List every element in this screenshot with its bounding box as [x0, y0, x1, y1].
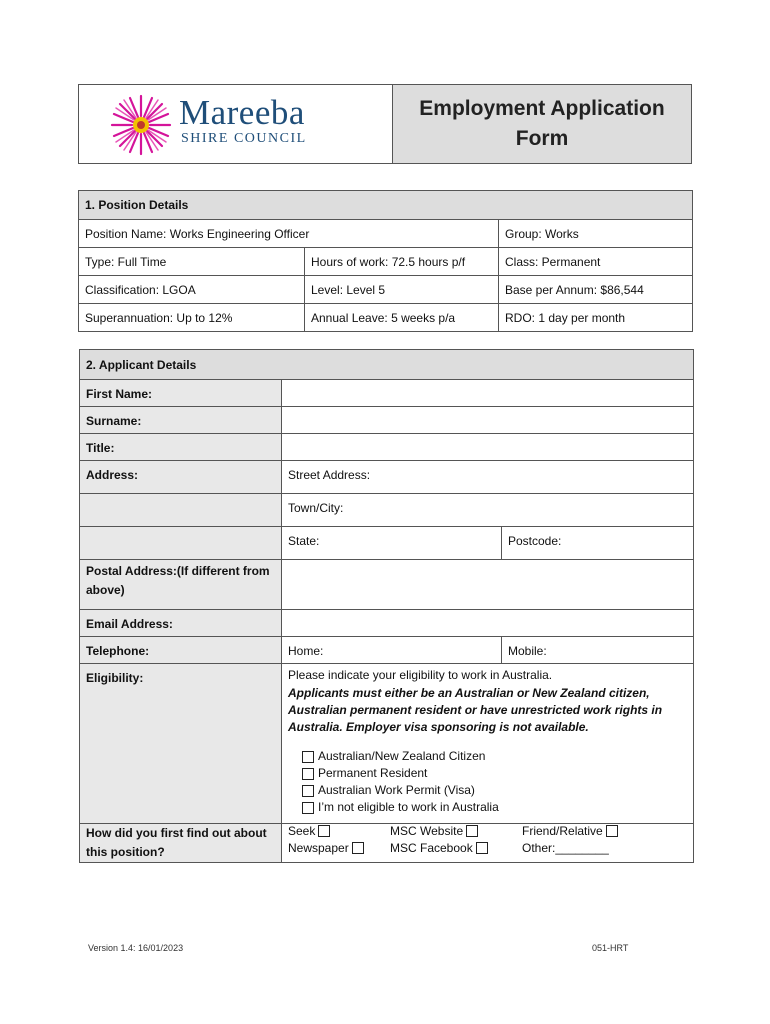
email-field[interactable] — [282, 610, 694, 637]
logo-subtitle: SHIRE COUNCIL — [181, 131, 307, 146]
option-label: I’m not eligible to work in Australia — [318, 800, 499, 814]
eligibility-cell — [282, 664, 694, 824]
version-text: Version 1.4: 16/01/2023 — [88, 943, 184, 953]
position-level: Level: Level 5 — [305, 276, 499, 304]
state-field[interactable] — [282, 527, 502, 560]
option-label: Friend/Relative — [522, 824, 603, 838]
address-label-blank — [80, 494, 282, 527]
source-msc-website[interactable] — [390, 824, 522, 838]
checkbox[interactable] — [302, 785, 314, 797]
checkbox[interactable] — [302, 802, 314, 814]
first-name-field[interactable] — [282, 380, 694, 407]
checkbox[interactable] — [302, 768, 314, 780]
checkbox[interactable] — [318, 825, 330, 837]
source-cell — [282, 824, 694, 863]
eligibility-option[interactable] — [302, 799, 687, 816]
street-address-label: Street Address: — [288, 468, 371, 482]
position-annual-leave: Annual Leave: 5 weeks p/a — [305, 304, 499, 332]
option-label: Seek — [288, 824, 316, 838]
option-label: MSC Website — [390, 824, 464, 838]
position-class: Class: Permanent — [499, 248, 693, 276]
eligibility-option[interactable] — [302, 765, 687, 782]
checkbox[interactable] — [466, 825, 478, 837]
eligibility-note: Applicants must either be an Australian or New Zealand citizen, Australian permanent resident or have unrestricted work rights in Australia. Employer visa sponsoring is not available. — [288, 686, 663, 734]
town-label: Town/City: — [288, 501, 344, 515]
postal-address-field[interactable] — [282, 560, 694, 610]
town-field[interactable] — [282, 494, 694, 527]
source-newspaper[interactable] — [288, 841, 390, 855]
state-label: State: — [288, 534, 320, 548]
source-label: How did you first find out about this position? — [80, 824, 282, 863]
form-header — [78, 84, 692, 164]
eligibility-intro: Please indicate your eligibility to work in Australia. — [288, 668, 553, 682]
email-label: Email Address: — [80, 610, 282, 637]
logo — [79, 85, 393, 163]
option-label: MSC Facebook — [390, 841, 473, 855]
applicant-details-table — [79, 349, 694, 863]
checkbox[interactable] — [606, 825, 618, 837]
source-seek[interactable] — [288, 824, 390, 838]
title-cell — [393, 85, 691, 163]
flower-logo-icon — [109, 93, 173, 157]
position-group: Group: Works — [499, 220, 693, 248]
address-label-blank — [80, 527, 282, 560]
checkbox[interactable] — [302, 751, 314, 763]
position-hours: Hours of work: 72.5 hours p/f — [305, 248, 499, 276]
position-type: Type: Full Time — [79, 248, 305, 276]
telephone-label: Telephone: — [80, 637, 282, 664]
position-classification: Classification: LGOA — [79, 276, 305, 304]
first-name-label: First Name: — [80, 380, 282, 407]
checkbox[interactable] — [352, 842, 364, 854]
form-title: Employment Application Form — [419, 97, 665, 150]
position-superannuation: Superannuation: Up to 12% — [79, 304, 305, 332]
eligibility-options — [302, 748, 687, 816]
street-address-field[interactable] — [282, 461, 694, 494]
eligibility-option[interactable] — [302, 748, 687, 765]
source-msc-facebook[interactable] — [390, 841, 522, 855]
mobile-phone-field[interactable] — [502, 637, 694, 664]
home-phone-field[interactable] — [282, 637, 502, 664]
form-code: 051-HRT — [592, 943, 629, 953]
surname-label: Surname: — [80, 407, 282, 434]
logo-name: Mareeba — [179, 93, 305, 132]
postal-address-label: Postal Address:(If different from above) — [80, 560, 282, 610]
option-label: Australian Work Permit (Visa) — [318, 783, 475, 797]
source-friend[interactable] — [522, 824, 632, 838]
home-phone-label: Home: — [288, 644, 324, 658]
checkbox[interactable] — [476, 842, 488, 854]
postcode-field[interactable] — [502, 527, 694, 560]
section-heading: 1. Position Details — [79, 191, 693, 220]
option-label: Permanent Resident — [318, 766, 428, 780]
position-name: Position Name: Works Engineering Officer — [79, 220, 499, 248]
position-rdo: RDO: 1 day per month — [499, 304, 693, 332]
option-label: Australian/New Zealand Citizen — [318, 749, 486, 763]
title-label: Title: — [80, 434, 282, 461]
option-label: Newspaper — [288, 841, 349, 855]
surname-field[interactable] — [282, 407, 694, 434]
source-other[interactable] — [522, 841, 632, 855]
address-label: Address: — [80, 461, 282, 494]
option-label: Other:________ — [522, 841, 609, 855]
position-base-salary: Base per Annum: $86,544 — [499, 276, 693, 304]
mobile-phone-label: Mobile: — [508, 644, 547, 658]
eligibility-label: Eligibility: — [80, 664, 282, 824]
postcode-label: Postcode: — [508, 534, 562, 548]
eligibility-option[interactable] — [302, 782, 687, 799]
title-field[interactable] — [282, 434, 694, 461]
position-details-table — [78, 190, 693, 332]
section-heading: 2. Applicant Details — [80, 350, 694, 380]
